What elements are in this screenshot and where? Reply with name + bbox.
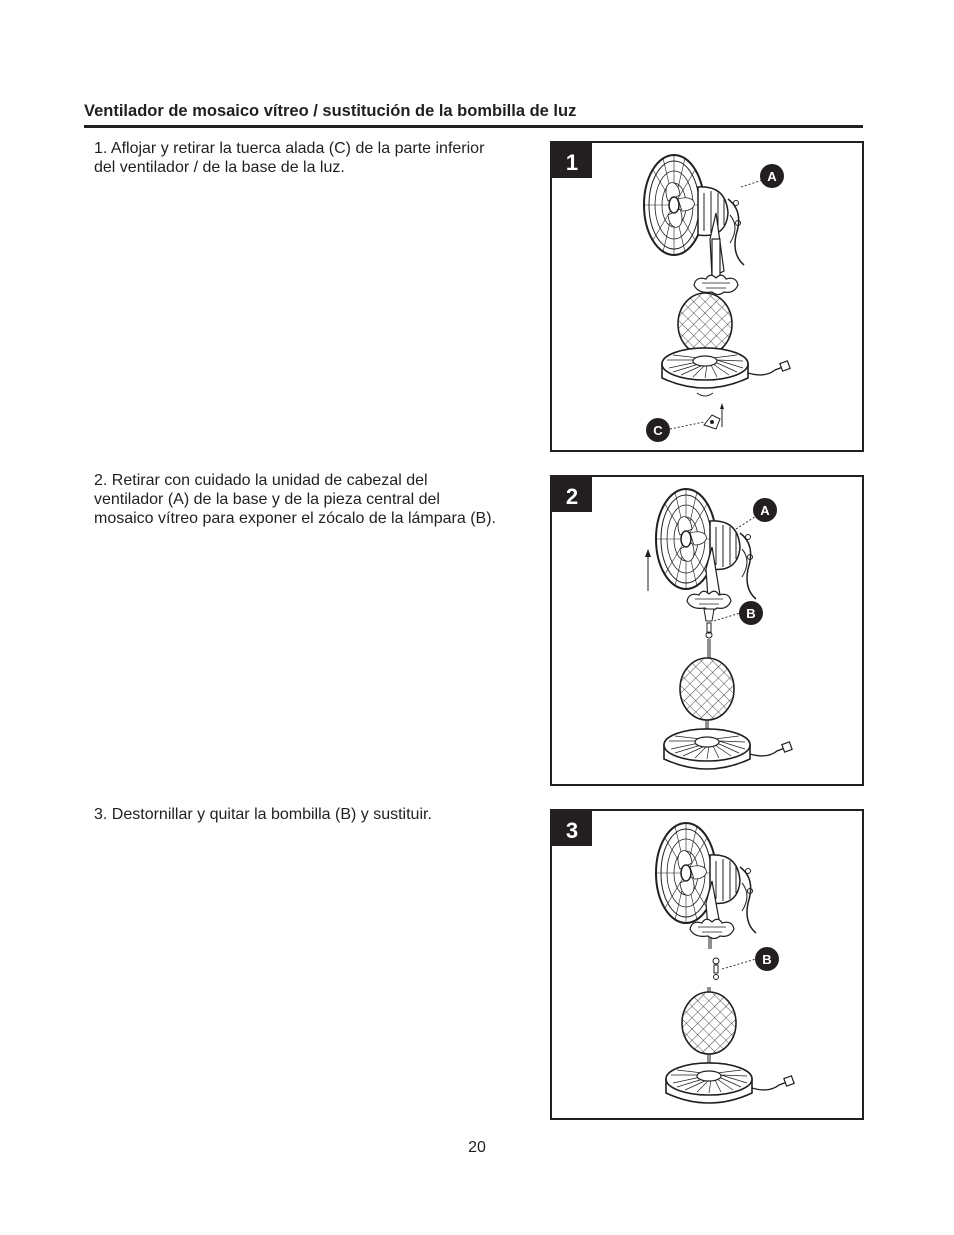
fan-illustration bbox=[644, 155, 790, 429]
callout-a-label: A bbox=[760, 503, 770, 518]
callout-a-label: A bbox=[767, 169, 777, 184]
callout-b-label: B bbox=[762, 952, 772, 967]
step-3-number: 3 bbox=[565, 818, 579, 843]
section-title: Ventilador de mosaico vítreo / sustitución de la bombilla de luz bbox=[84, 102, 577, 120]
section-divider bbox=[84, 125, 863, 128]
callout-c-label: C bbox=[653, 423, 663, 438]
step-3-text: 3. Destornillar y quitar la bombilla (B) y sustituir. bbox=[94, 806, 432, 823]
callout-b-label: B bbox=[746, 606, 756, 621]
step-1-text: 1. Aflojar y retirar la tuerca alada (C) de la parte inferior del ventilador / de la base de la luz. bbox=[94, 140, 485, 176]
step-2-figure bbox=[550, 475, 864, 786]
step-2-text: 2. Retirar con cuidado la unidad de cabezal del ventilador (A) de la base y de la pieza central del mosaico vítreo para exponer el zócalo de la lámpara (B). bbox=[94, 472, 496, 527]
step-3-figure bbox=[550, 809, 864, 1120]
page-number: 20 bbox=[468, 1139, 486, 1156]
step-1-figure bbox=[550, 141, 864, 452]
step-2-number: 2 bbox=[565, 484, 579, 509]
fan-illustration bbox=[645, 489, 792, 769]
step-1-number: 1 bbox=[565, 150, 579, 175]
